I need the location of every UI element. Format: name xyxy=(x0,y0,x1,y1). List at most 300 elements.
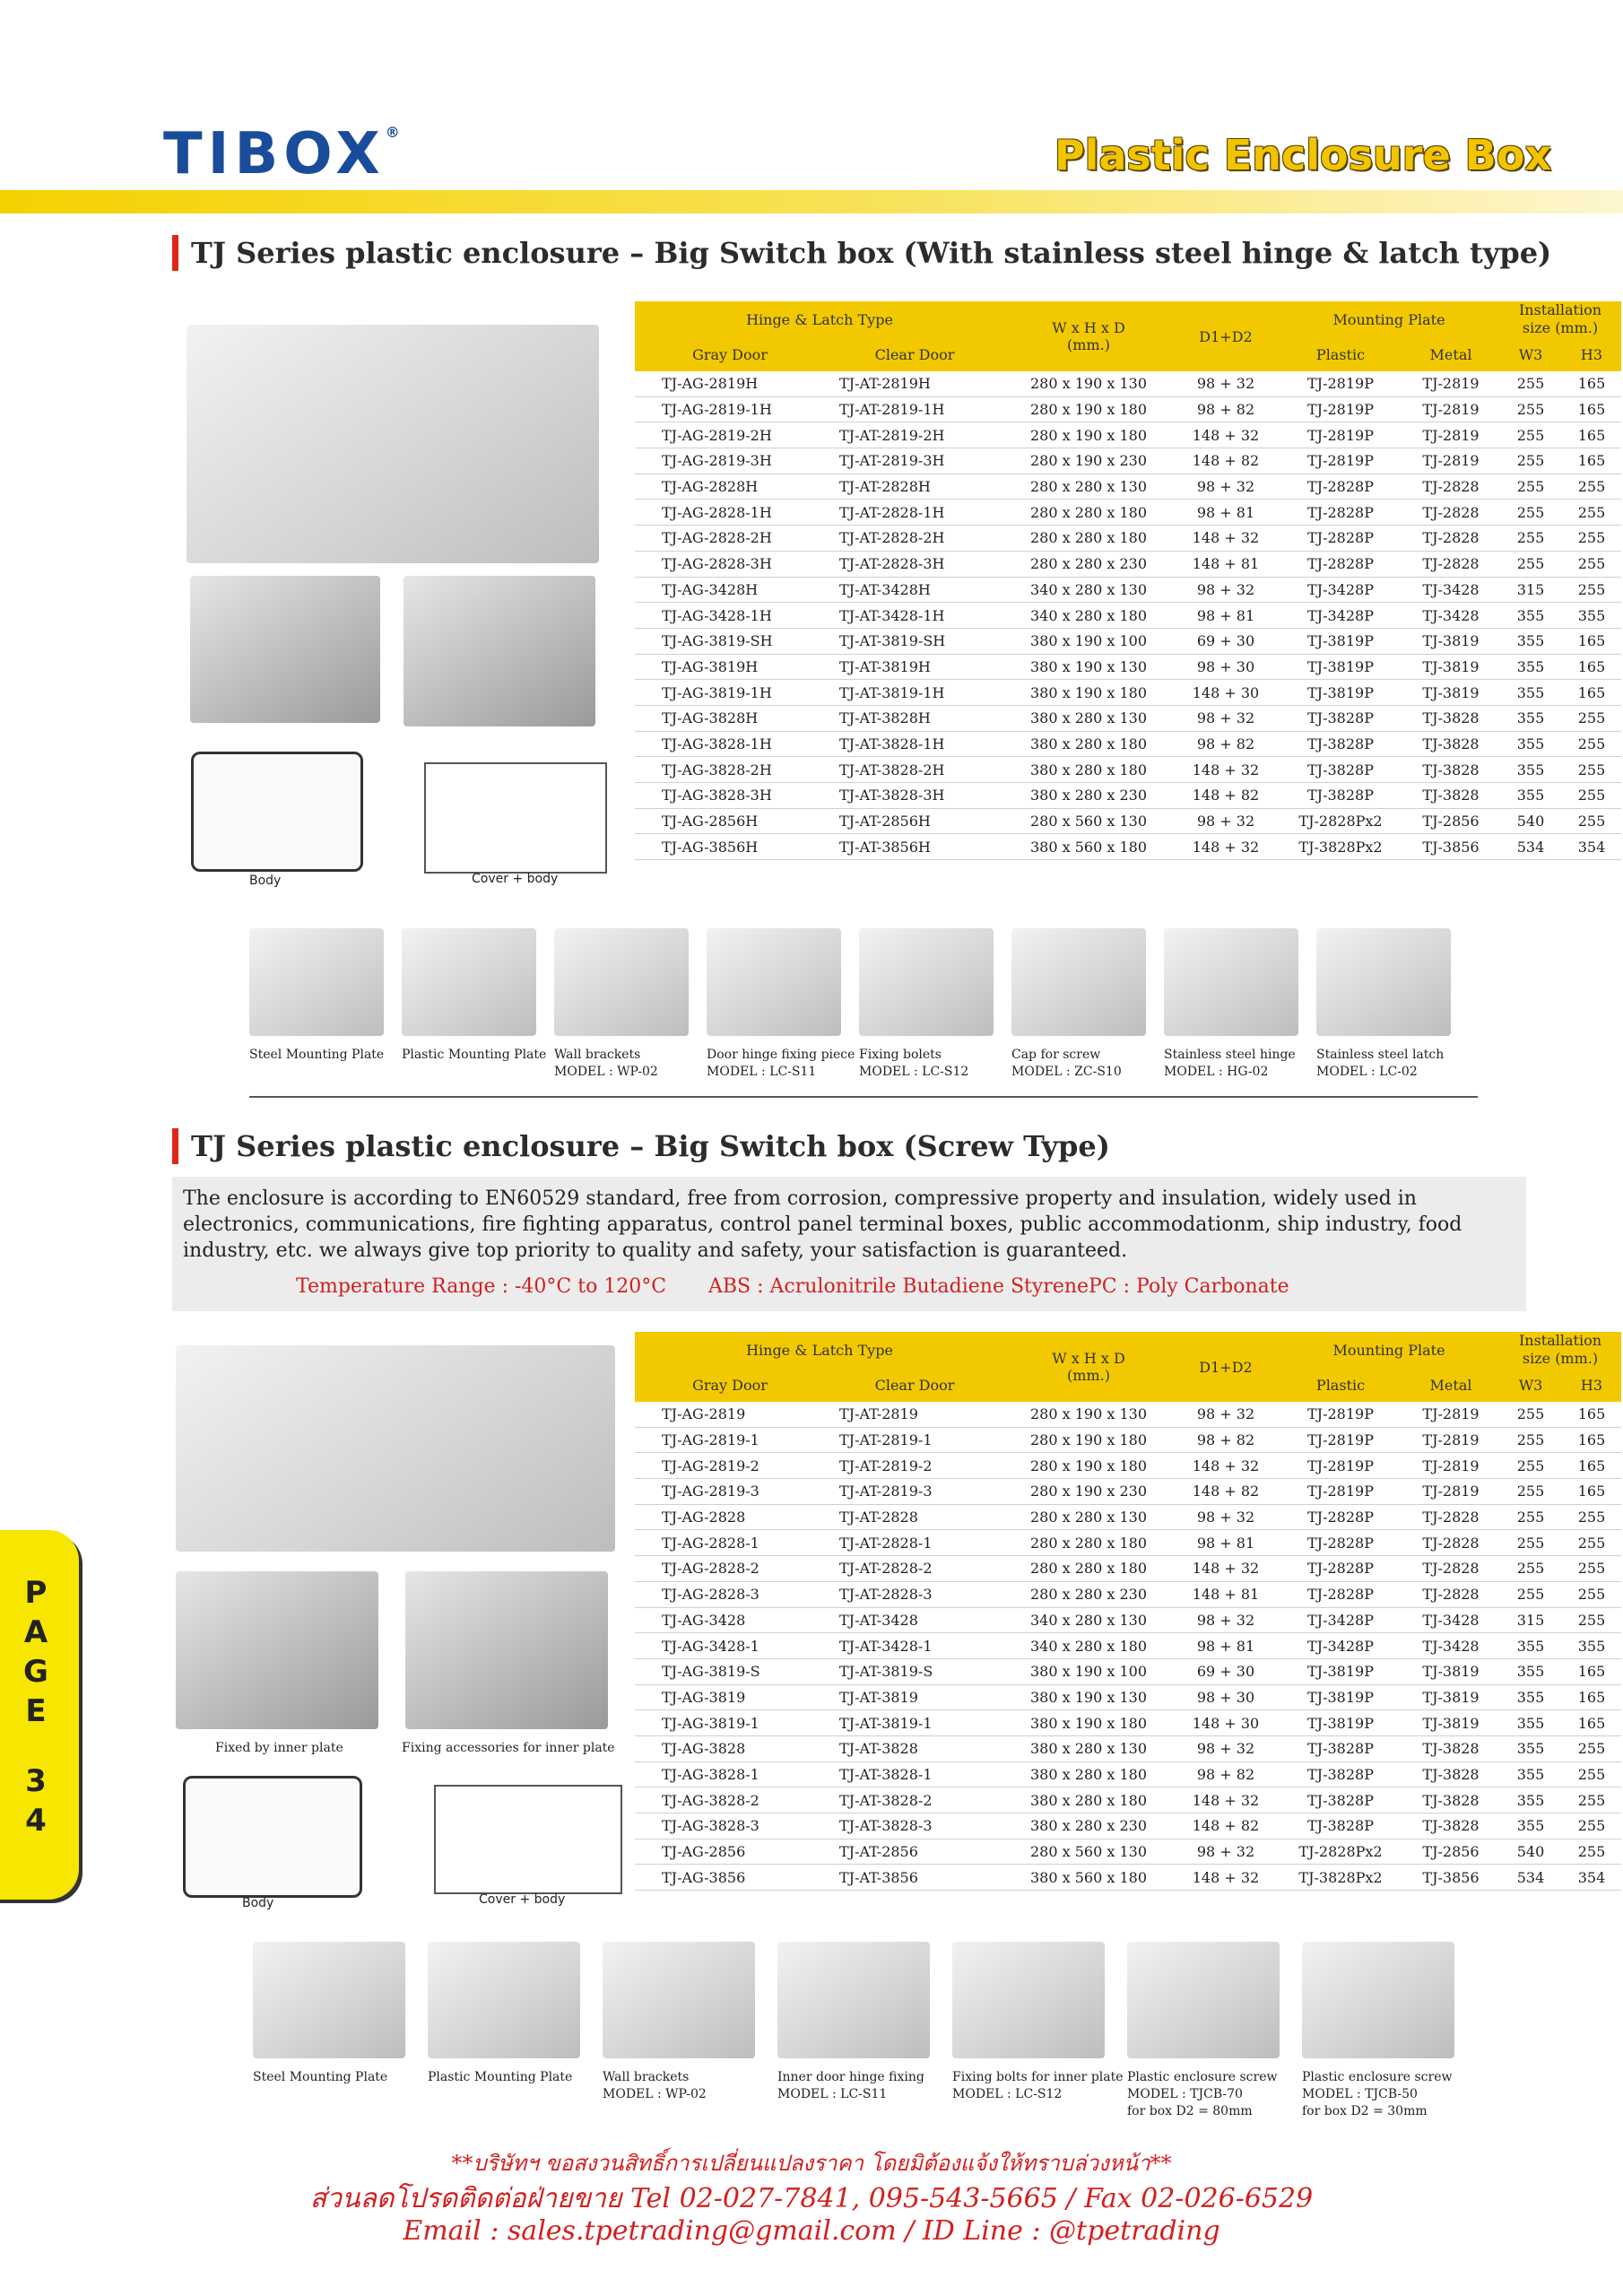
cell-metal-plate: TJ-2856 xyxy=(1422,813,1480,831)
cell-h3: 255 xyxy=(1577,1817,1606,1835)
accessory-name: Plastic Mounting Plate xyxy=(402,1048,547,1062)
description-text: The enclosure is according to EN60529 standard, free from corrosion, compressive property and insulation, widely used in electronics, communications, fire fighting apparatus, control panel terminal boxes, public accommodationm, ship industry, food industry, etc. we always give top priority to quality and safety, your satisfaction is guaranteed. xyxy=(183,1187,1462,1262)
accessory-photo xyxy=(603,1942,755,2058)
cell-clear-door-model: TJ-AT-3828 xyxy=(839,1740,918,1758)
th-whd: W x H x D (mm.) xyxy=(1004,301,1173,371)
cell-gray-door-model: TJ-AG-3828-3H xyxy=(662,787,772,804)
cell-dimensions: 280 x 560 x 130 xyxy=(1029,813,1147,831)
cell-plastic-plate: TJ-2828P xyxy=(1307,1509,1374,1526)
cell-dimensions: 340 x 280 x 180 xyxy=(1029,1637,1147,1655)
accessory-name: Steel Mounting Plate xyxy=(249,1048,385,1062)
cell-w3: 355 xyxy=(1516,632,1545,650)
th-plastic: Plastic xyxy=(1279,337,1402,371)
cell-d1-d2: 98 + 81 xyxy=(1196,503,1255,521)
accessory-photo xyxy=(428,1942,580,2058)
cell-h3: 255 xyxy=(1577,1765,1606,1783)
accessory-model: MODEL : LC-S11 xyxy=(777,2087,888,2101)
cell-plastic-plate: TJ-2819P xyxy=(1307,1457,1374,1474)
table-row xyxy=(635,1427,1621,1453)
cell-plastic-plate: TJ-3828P xyxy=(1307,761,1374,778)
cell-plastic-plate: TJ-3828P xyxy=(1307,1765,1374,1783)
cell-dimensions: 380 x 280 x 230 xyxy=(1029,1817,1147,1835)
cover-body-drawing xyxy=(424,762,607,874)
table-row xyxy=(635,551,1621,577)
table-row xyxy=(635,1865,1621,1891)
cell-gray-door-model: TJ-AG-3828-3 xyxy=(662,1817,759,1835)
cell-h3: 354 xyxy=(1577,838,1606,856)
header-band xyxy=(0,190,1623,213)
cell-w3: 355 xyxy=(1516,1637,1545,1655)
table-row xyxy=(635,1735,1621,1761)
cell-d1-d2: 98 + 32 xyxy=(1196,1509,1255,1526)
latch-detail-photo xyxy=(404,576,595,726)
cell-metal-plate: TJ-2828 xyxy=(1422,503,1480,521)
cell-h3: 255 xyxy=(1577,813,1606,831)
cell-metal-plate: TJ-3428 xyxy=(1422,606,1480,624)
cell-w3: 355 xyxy=(1516,735,1545,752)
cell-plastic-plate: TJ-2828Px2 xyxy=(1298,813,1383,831)
cell-clear-door-model: TJ-AT-2856H xyxy=(839,813,931,831)
cell-clear-door-model: TJ-AT-3428-1H xyxy=(839,606,945,624)
cell-d1-d2: 148 + 32 xyxy=(1192,529,1260,547)
cell-metal-plate: TJ-3856 xyxy=(1422,838,1480,856)
cell-dimensions: 380 x 280 x 130 xyxy=(1029,1740,1147,1758)
cell-d1-d2: 98 + 32 xyxy=(1196,709,1255,727)
table-row xyxy=(635,1813,1621,1839)
cell-clear-door-model: TJ-AT-3819-SH xyxy=(839,632,946,650)
cell-gray-door-model: TJ-AG-2828-2H xyxy=(662,529,772,547)
cell-gray-door-model: TJ-AG-3828H xyxy=(662,709,759,727)
table-row xyxy=(635,396,1621,422)
cell-d1-d2: 148 + 82 xyxy=(1192,787,1260,804)
cell-gray-door-model: TJ-AG-3819 xyxy=(662,1688,746,1706)
cell-gray-door-model: TJ-AG-2819-2 xyxy=(662,1457,759,1474)
cell-w3: 315 xyxy=(1516,580,1545,598)
cell-d1-d2: 98 + 32 xyxy=(1196,375,1255,393)
cell-d1-d2: 98 + 32 xyxy=(1196,1740,1255,1758)
table-row xyxy=(635,1504,1621,1530)
cell-clear-door-model: TJ-AT-2819-3 xyxy=(839,1483,933,1500)
cell-clear-door-model: TJ-AT-2828 xyxy=(839,1509,918,1526)
cell-metal-plate: TJ-3819 xyxy=(1422,632,1480,650)
fixing-accessories-photo xyxy=(405,1571,608,1729)
cell-gray-door-model: TJ-AG-3828-2 xyxy=(662,1791,759,1809)
table-row xyxy=(635,1839,1621,1865)
table-row xyxy=(635,1530,1621,1556)
cell-h3: 255 xyxy=(1577,761,1606,778)
cell-w3: 534 xyxy=(1516,1868,1545,1886)
accessory-model: MODEL : HG-02 xyxy=(1164,1065,1269,1079)
cell-d1-d2: 98 + 30 xyxy=(1196,657,1255,675)
hinge-detail-photo xyxy=(190,576,380,723)
cell-h3: 255 xyxy=(1577,529,1606,547)
table-row xyxy=(635,628,1621,654)
accessory-model: MODEL : TJCB-50 xyxy=(1302,2087,1418,2101)
table-row xyxy=(635,731,1621,757)
accessory-name: Wall brackets xyxy=(554,1048,641,1062)
accessory-photo xyxy=(1127,1942,1280,2058)
accessory-model: MODEL : WP-02 xyxy=(554,1065,658,1079)
cell-clear-door-model: TJ-AT-2819H xyxy=(839,375,931,393)
cell-plastic-plate: TJ-3828P xyxy=(1307,787,1374,804)
cell-metal-plate: TJ-3828 xyxy=(1422,1817,1480,1835)
table-row xyxy=(635,603,1621,629)
cell-dimensions: 340 x 280 x 130 xyxy=(1029,1611,1147,1629)
cell-h3: 355 xyxy=(1577,606,1606,624)
footer-contact: ส่วนลดโปรดติดต่อฝ่ายขาย Tel 02-027-7841, 095-543-5665 / Fax 02-026-6529 xyxy=(309,2183,1314,2214)
accessories-row-1 xyxy=(249,928,1478,1099)
cell-metal-plate: TJ-3819 xyxy=(1422,1663,1480,1681)
accessory-name: Cap for screw xyxy=(1011,1048,1101,1062)
table-row xyxy=(635,1633,1621,1659)
cell-h3: 255 xyxy=(1577,478,1606,496)
table-row xyxy=(635,422,1621,448)
cell-clear-door-model: TJ-AT-2828-1 xyxy=(839,1534,933,1552)
cell-plastic-plate: TJ-3819P xyxy=(1307,683,1374,701)
accessory-photo xyxy=(249,928,384,1036)
table-row xyxy=(635,1787,1621,1813)
table-row xyxy=(635,1658,1621,1684)
cell-plastic-plate: TJ-2828P xyxy=(1307,529,1374,547)
accessory-model: MODEL : LC-S12 xyxy=(952,2087,1063,2101)
cell-dimensions: 280 x 190 x 230 xyxy=(1029,1483,1147,1500)
cell-w3: 355 xyxy=(1516,1817,1545,1835)
accessory-photo xyxy=(859,928,994,1036)
cell-d1-d2: 98 + 30 xyxy=(1196,1688,1255,1706)
cell-clear-door-model: TJ-AT-3819 xyxy=(839,1688,918,1706)
cell-w3: 255 xyxy=(1516,555,1545,573)
cell-dimensions: 280 x 280 x 230 xyxy=(1029,1586,1147,1604)
cell-gray-door-model: TJ-AG-3428-1 xyxy=(662,1637,759,1655)
cell-h3: 165 xyxy=(1577,1483,1606,1500)
cell-metal-plate: TJ-3828 xyxy=(1422,735,1480,752)
accessory-model: MODEL : ZC-S10 xyxy=(1011,1065,1122,1079)
product-photo-screw-boxes xyxy=(176,1345,615,1552)
cell-d1-d2: 148 + 32 xyxy=(1192,761,1260,778)
accessory-name: Door hinge fixing piece xyxy=(707,1048,855,1062)
cell-dimensions: 280 x 280 x 180 xyxy=(1029,1534,1147,1552)
table-row xyxy=(635,371,1621,396)
cell-w3: 255 xyxy=(1516,1509,1545,1526)
cell-dimensions: 380 x 280 x 230 xyxy=(1029,787,1147,804)
cell-clear-door-model: TJ-AT-3819-1 xyxy=(839,1714,933,1732)
accessory-model: MODEL : LC-02 xyxy=(1316,1065,1418,1079)
cell-plastic-plate: TJ-2819P xyxy=(1307,1431,1374,1449)
note-temperature: Temperature Range : -40°C to 120°C xyxy=(296,1275,667,1298)
product-photo-hinge-boxes xyxy=(187,325,599,563)
th-gray-door: Gray Door xyxy=(635,1368,825,1402)
cell-d1-d2: 98 + 82 xyxy=(1196,735,1255,752)
accessory-photo xyxy=(1011,928,1146,1036)
th-clear-door: Clear Door xyxy=(825,337,1004,371)
cell-d1-d2: 98 + 82 xyxy=(1196,1431,1255,1449)
cell-w3: 355 xyxy=(1516,787,1545,804)
divider-line xyxy=(249,1096,1478,1098)
cell-metal-plate: TJ-2819 xyxy=(1422,1431,1480,1449)
th-whd: W x H x D (mm.) xyxy=(1004,1332,1173,1402)
table-row xyxy=(635,757,1621,783)
cell-dimensions: 280 x 560 x 130 xyxy=(1029,1843,1147,1861)
cell-metal-plate: TJ-3828 xyxy=(1422,1791,1480,1809)
th-hinge-latch: Hinge & Latch Type xyxy=(635,1332,1004,1368)
cell-w3: 255 xyxy=(1516,1405,1545,1423)
cell-metal-plate: TJ-2856 xyxy=(1422,1843,1480,1861)
spec-table-hinge xyxy=(635,301,1621,860)
accessory-photo xyxy=(554,928,689,1036)
cell-plastic-plate: TJ-2828Px2 xyxy=(1298,1843,1383,1861)
cell-d1-d2: 98 + 32 xyxy=(1196,478,1255,496)
cell-metal-plate: TJ-2819 xyxy=(1422,426,1480,444)
cell-clear-door-model: TJ-AT-2828-3 xyxy=(839,1586,933,1604)
accessory-photo xyxy=(1164,928,1298,1036)
th-mounting: Mounting Plate xyxy=(1279,1332,1499,1368)
cell-h3: 165 xyxy=(1577,375,1606,393)
footer-notice: **บริษัทฯ ขอสงวนสิทธิ์การเปลี่ยนแปลงราคา โดยมิต้องแจ้งให้ทราบล่วงหน้า** xyxy=(451,2151,1172,2176)
cell-metal-plate: TJ-3819 xyxy=(1422,657,1480,675)
section2-title: TJ Series plastic enclosure – Big Switch box (Screw Type) xyxy=(172,1128,1110,1164)
cell-metal-plate: TJ-3828 xyxy=(1422,787,1480,804)
cell-clear-door-model: TJ-AT-3819-S xyxy=(839,1663,933,1681)
th-install: Installation size (mm.) xyxy=(1499,1332,1621,1368)
cell-d1-d2: 148 + 32 xyxy=(1192,1560,1260,1578)
accessory-photo xyxy=(1302,1942,1454,2058)
cell-clear-door-model: TJ-AT-3819H xyxy=(839,657,931,675)
cell-gray-door-model: TJ-AG-2819H xyxy=(662,375,759,393)
brand-logo: TIBOX® xyxy=(163,121,400,187)
cell-plastic-plate: TJ-2819P xyxy=(1307,375,1374,393)
th-w3: W3 xyxy=(1499,337,1562,371)
cell-h3: 255 xyxy=(1577,1740,1606,1758)
cell-w3: 355 xyxy=(1516,709,1545,727)
cell-gray-door-model: TJ-AG-3428 xyxy=(662,1611,746,1629)
cell-gray-door-model: TJ-AG-3819-SH xyxy=(662,632,773,650)
cell-w3: 255 xyxy=(1516,375,1545,393)
body-drawing-2 xyxy=(183,1776,362,1898)
cell-gray-door-model: TJ-AG-2828-1 xyxy=(662,1534,759,1552)
cell-clear-door-model: TJ-AT-3828-3H xyxy=(839,787,945,804)
cell-h3: 355 xyxy=(1577,1637,1606,1655)
cell-plastic-plate: TJ-2819P xyxy=(1307,401,1374,419)
cell-clear-door-model: TJ-AT-2828-3H xyxy=(839,555,945,573)
cell-w3: 255 xyxy=(1516,503,1545,521)
table-row xyxy=(635,1710,1621,1736)
cell-metal-plate: TJ-2819 xyxy=(1422,375,1480,393)
caption-inner-plate: Fixed by inner plate xyxy=(215,1741,343,1755)
cell-metal-plate: TJ-2828 xyxy=(1422,478,1480,496)
table-row xyxy=(635,1479,1621,1505)
cell-gray-door-model: TJ-AG-2828-3 xyxy=(662,1586,759,1604)
accessory-photo xyxy=(707,928,841,1036)
cell-gray-door-model: TJ-AG-2856 xyxy=(662,1843,746,1861)
cell-h3: 255 xyxy=(1577,1611,1606,1629)
cell-metal-plate: TJ-2819 xyxy=(1422,1483,1480,1500)
cell-h3: 165 xyxy=(1577,1405,1606,1423)
accessory-photo xyxy=(402,928,536,1036)
cell-h3: 255 xyxy=(1577,555,1606,573)
cell-d1-d2: 98 + 32 xyxy=(1196,1843,1255,1861)
cell-metal-plate: TJ-3428 xyxy=(1422,1611,1480,1629)
cell-h3: 165 xyxy=(1577,452,1606,470)
cell-w3: 355 xyxy=(1516,606,1545,624)
accessory-photo xyxy=(1316,928,1451,1036)
cell-w3: 315 xyxy=(1516,1611,1545,1629)
table-row xyxy=(635,705,1621,731)
cell-d1-d2: 69 + 30 xyxy=(1196,1663,1255,1681)
cell-d1-d2: 148 + 32 xyxy=(1192,1457,1260,1474)
accessory-name: Stainless steel latch xyxy=(1316,1048,1445,1062)
cell-plastic-plate: TJ-3828P xyxy=(1307,735,1374,752)
accessory-name: Plastic Mounting Plate xyxy=(428,2070,573,2084)
cell-w3: 255 xyxy=(1516,529,1545,547)
cell-d1-d2: 98 + 81 xyxy=(1196,1637,1255,1655)
cell-gray-door-model: TJ-AG-2828-3H xyxy=(662,555,772,573)
cell-d1-d2: 98 + 32 xyxy=(1196,1405,1255,1423)
cell-gray-door-model: TJ-AG-3828-1 xyxy=(662,1765,759,1783)
cell-gray-door-model: TJ-AG-2828-2 xyxy=(662,1560,759,1578)
cell-gray-door-model: TJ-AG-2819-1H xyxy=(662,401,772,419)
cell-metal-plate: TJ-3828 xyxy=(1422,761,1480,778)
table-row xyxy=(635,654,1621,680)
cell-d1-d2: 148 + 30 xyxy=(1192,683,1260,701)
cell-dimensions: 380 x 560 x 180 xyxy=(1029,838,1147,856)
footer-email[interactable]: Email : sales.tpetrading@gmail.com / ID Line : @tpetrading xyxy=(403,2215,1220,2247)
cell-clear-door-model: TJ-AT-2819 xyxy=(839,1405,918,1423)
cell-dimensions: 280 x 190 x 130 xyxy=(1029,375,1147,393)
cell-d1-d2: 148 + 32 xyxy=(1192,426,1260,444)
cell-w3: 355 xyxy=(1516,1688,1545,1706)
cell-dimensions: 380 x 190 x 100 xyxy=(1029,632,1147,650)
accessory-name: Fixing bolets xyxy=(859,1048,942,1062)
th-d1d2: D1+D2 xyxy=(1173,1332,1279,1402)
note-abs: ABS : Acrulonitrile Butadiene Styrene xyxy=(708,1275,1089,1298)
cell-metal-plate: TJ-2828 xyxy=(1422,529,1480,547)
cell-d1-d2: 98 + 81 xyxy=(1196,606,1255,624)
cell-h3: 165 xyxy=(1577,426,1606,444)
cell-plastic-plate: TJ-3428P xyxy=(1307,1611,1374,1629)
caption-fixing-acc: Fixing accessories for inner plate xyxy=(402,1741,615,1755)
accessory-name: Wall brackets xyxy=(603,2070,690,2084)
cell-metal-plate: TJ-2828 xyxy=(1422,1586,1480,1604)
accessory-name: Plastic enclosure screw xyxy=(1302,2070,1453,2084)
cell-metal-plate: TJ-2828 xyxy=(1422,1509,1480,1526)
cell-gray-door-model: TJ-AG-3828-2H xyxy=(662,761,772,778)
cell-gray-door-model: TJ-AG-3428H xyxy=(662,580,759,598)
cell-dimensions: 380 x 280 x 130 xyxy=(1029,709,1147,727)
cell-dimensions: 280 x 190 x 180 xyxy=(1029,1457,1147,1474)
table-row xyxy=(635,1453,1621,1479)
cell-clear-door-model: TJ-AT-3428 xyxy=(839,1611,918,1629)
table-row xyxy=(635,1761,1621,1787)
cell-clear-door-model: TJ-AT-2819-2 xyxy=(839,1457,933,1474)
cell-dimensions: 340 x 280 x 180 xyxy=(1029,606,1147,624)
cell-gray-door-model: TJ-AG-2828-1H xyxy=(662,503,772,521)
cell-w3: 355 xyxy=(1516,1791,1545,1809)
accessory-name: Steel Mounting Plate xyxy=(253,2070,388,2084)
cover-body-label-2: Cover + body xyxy=(479,1892,566,1907)
cell-d1-d2: 69 + 30 xyxy=(1196,632,1255,650)
cell-w3: 255 xyxy=(1516,478,1545,496)
cell-clear-door-model: TJ-AT-2819-3H xyxy=(839,452,945,470)
cell-dimensions: 380 x 190 x 180 xyxy=(1029,683,1147,701)
cell-dimensions: 380 x 190 x 180 xyxy=(1029,1714,1147,1732)
cell-h3: 165 xyxy=(1577,632,1606,650)
cell-d1-d2: 148 + 81 xyxy=(1192,555,1260,573)
accessory-extra: for box D2 = 80mm xyxy=(1127,2104,1253,2118)
page-tab-label: P A G E xyxy=(23,1575,48,1729)
cell-dimensions: 380 x 190 x 100 xyxy=(1029,1663,1147,1681)
cell-w3: 355 xyxy=(1516,761,1545,778)
cell-clear-door-model: TJ-AT-3828-3 xyxy=(839,1817,933,1835)
cell-dimensions: 280 x 190 x 130 xyxy=(1029,1405,1147,1423)
cell-gray-door-model: TJ-AG-3828-1H xyxy=(662,735,772,752)
th-d1d2: D1+D2 xyxy=(1173,301,1279,371)
page-tab-number: 3 4 xyxy=(25,1763,47,1839)
cell-plastic-plate: TJ-3828P xyxy=(1307,1817,1374,1835)
cell-dimensions: 380 x 280 x 180 xyxy=(1029,1791,1147,1809)
cell-gray-door-model: TJ-AG-3819-1H xyxy=(662,683,772,701)
cell-gray-door-model: TJ-AG-3856 xyxy=(662,1868,746,1886)
cell-metal-plate: TJ-3819 xyxy=(1422,683,1480,701)
cell-clear-door-model: TJ-AT-2856 xyxy=(839,1843,918,1861)
body-drawing xyxy=(191,752,363,872)
cell-clear-door-model: TJ-AT-2828-2H xyxy=(839,529,945,547)
cell-metal-plate: TJ-2828 xyxy=(1422,1534,1480,1552)
th-metal: Metal xyxy=(1402,1368,1499,1402)
cell-clear-door-model: TJ-AT-3828-2H xyxy=(839,761,945,778)
cell-w3: 534 xyxy=(1516,838,1545,856)
cell-dimensions: 380 x 190 x 130 xyxy=(1029,657,1147,675)
cell-w3: 255 xyxy=(1516,426,1545,444)
cell-h3: 255 xyxy=(1577,1791,1606,1809)
cell-clear-door-model: TJ-AT-3828-2 xyxy=(839,1791,933,1809)
note-pc: PC : Poly Carbonate xyxy=(1089,1275,1289,1298)
page-tab-text xyxy=(0,1573,72,1840)
cell-w3: 355 xyxy=(1516,657,1545,675)
cell-metal-plate: TJ-3828 xyxy=(1422,1765,1480,1783)
cell-d1-d2: 98 + 82 xyxy=(1196,401,1255,419)
cell-dimensions: 380 x 280 x 180 xyxy=(1029,761,1147,778)
cell-h3: 255 xyxy=(1577,709,1606,727)
cell-dimensions: 280 x 280 x 180 xyxy=(1029,503,1147,521)
cell-plastic-plate: TJ-2819P xyxy=(1307,452,1374,470)
accessory-name: Stainless steel hinge xyxy=(1164,1048,1296,1062)
cell-w3: 255 xyxy=(1516,1534,1545,1552)
cell-gray-door-model: TJ-AG-2819-2H xyxy=(662,426,772,444)
cell-gray-door-model: TJ-AG-2828H xyxy=(662,478,759,496)
cell-d1-d2: 148 + 82 xyxy=(1192,452,1260,470)
cell-plastic-plate: TJ-3428P xyxy=(1307,606,1374,624)
cell-dimensions: 380 x 190 x 130 xyxy=(1029,1688,1147,1706)
accessory-photo xyxy=(777,1942,930,2058)
accessory-name: Plastic enclosure screw xyxy=(1127,2070,1278,2084)
cell-plastic-plate: TJ-2828P xyxy=(1307,1534,1374,1552)
cell-w3: 255 xyxy=(1516,452,1545,470)
cell-metal-plate: TJ-2819 xyxy=(1422,401,1480,419)
cell-w3: 255 xyxy=(1516,401,1545,419)
cell-h3: 255 xyxy=(1577,787,1606,804)
inner-plate-photo xyxy=(176,1571,378,1729)
cell-w3: 255 xyxy=(1516,1431,1545,1449)
cell-dimensions: 380 x 280 x 180 xyxy=(1029,1765,1147,1783)
cell-plastic-plate: TJ-3828P xyxy=(1307,709,1374,727)
cell-w3: 255 xyxy=(1516,1483,1545,1500)
page-title: Plastic Enclosure Box xyxy=(1054,131,1551,179)
table-row xyxy=(635,1556,1621,1582)
cell-plastic-plate: TJ-3828P xyxy=(1307,1740,1374,1758)
cell-d1-d2: 98 + 81 xyxy=(1196,1534,1255,1552)
cell-clear-door-model: TJ-AT-2819-1 xyxy=(839,1431,933,1449)
cell-plastic-plate: TJ-3819P xyxy=(1307,1688,1374,1706)
